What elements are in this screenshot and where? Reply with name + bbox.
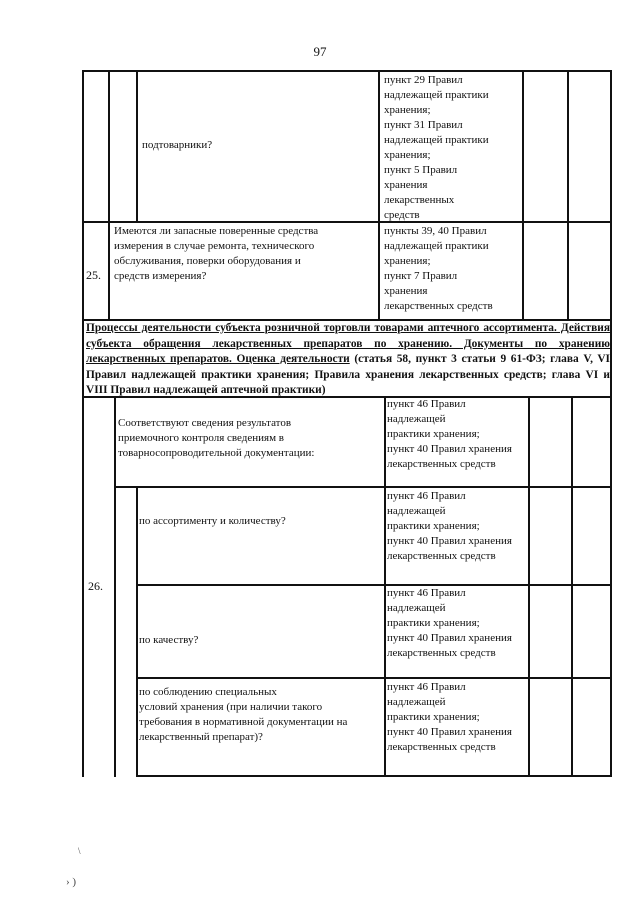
column-divider xyxy=(114,397,116,777)
row-number-26: 26. xyxy=(88,579,103,593)
question-row-26-assortment: по ассортименту и количеству? xyxy=(139,515,286,527)
question-row-26-storage: по соблюдению специальных условий хранения (при наличии такого требования в нормативной документации на лекарственный препарат)? xyxy=(139,686,348,743)
reference-row-26-quality: пункт 46 Правил надлежащей практики хранения; пункт 40 Правил хранения лекарственных средств xyxy=(387,587,512,659)
page-number: 97 xyxy=(313,44,327,59)
row-divider xyxy=(136,775,612,777)
table-border-left xyxy=(82,70,84,777)
reference-row-26-assortment: пункт 46 Правил надлежащей практики хранения; пункт 40 Правил хранения лекарственных средств xyxy=(387,490,512,562)
column-divider xyxy=(378,70,380,319)
column-divider xyxy=(384,397,386,777)
section-heading xyxy=(86,321,610,399)
column-divider xyxy=(136,70,138,222)
question-podtovarniki: подтоварники? xyxy=(142,139,213,151)
section-heading-references: (статья 58, пункт 3 статьи 9 61-ФЗ; глава V, VI Правил надлежащей практики хранения; Правила хранения лекарственных средств; глава VI и VIII Правил надлежащей аптечной практики) xyxy=(86,353,610,396)
question-row-25: Имеются ли запасные поверенные средства измерения в случае ремонта, технического обслуживания, поверки оборудования и средств измерения? xyxy=(114,225,319,282)
reference-row-26: пункт 46 Правил надлежащей практики хранения; пункт 40 Правил хранения лекарственных средств xyxy=(387,398,512,470)
row-divider xyxy=(136,584,612,586)
question-row-26-quality: по качеству? xyxy=(139,634,199,646)
column-divider xyxy=(528,397,530,777)
scan-mark: › ) xyxy=(66,876,77,888)
scan-mark: \ xyxy=(78,846,81,856)
table-border-right xyxy=(610,70,612,777)
column-divider xyxy=(567,70,569,319)
column-divider xyxy=(522,70,524,319)
reference-podtovarniki: пункт 29 Правил надлежащей практики хранения; пункт 31 Правил надлежащей практики хранения; пункт 5 Правил хранения лекарственных средств xyxy=(384,74,489,221)
reference-row-25: пункты 39, 40 Правил надлежащей практики хранения; пункт 7 Правил хранения лекарственных средств xyxy=(384,225,493,312)
row-divider xyxy=(82,70,612,72)
row-divider xyxy=(136,677,612,679)
row-divider xyxy=(82,221,612,223)
column-divider xyxy=(136,487,138,777)
reference-row-26-storage: пункт 46 Правил надлежащей практики хранения; пункт 40 Правил хранения лекарственных средств xyxy=(387,681,512,753)
row-number-25: 25. xyxy=(86,268,101,282)
column-divider xyxy=(571,397,573,777)
section-heading-title: Процессы деятельности субъекта розничной торговли товарами аптечного ассортимента. Действия субъекта обращения лекарственных препаратов по хранению. Документы по хранению лекарственных препаратов. Оценка деятельности xyxy=(86,322,610,365)
question-row-26: Соответствуют сведения результатов приемочного контроля сведениям в товарносопроводительной документации: xyxy=(118,417,315,459)
row-divider xyxy=(114,486,612,488)
column-divider xyxy=(108,222,110,319)
column-divider xyxy=(108,70,110,222)
